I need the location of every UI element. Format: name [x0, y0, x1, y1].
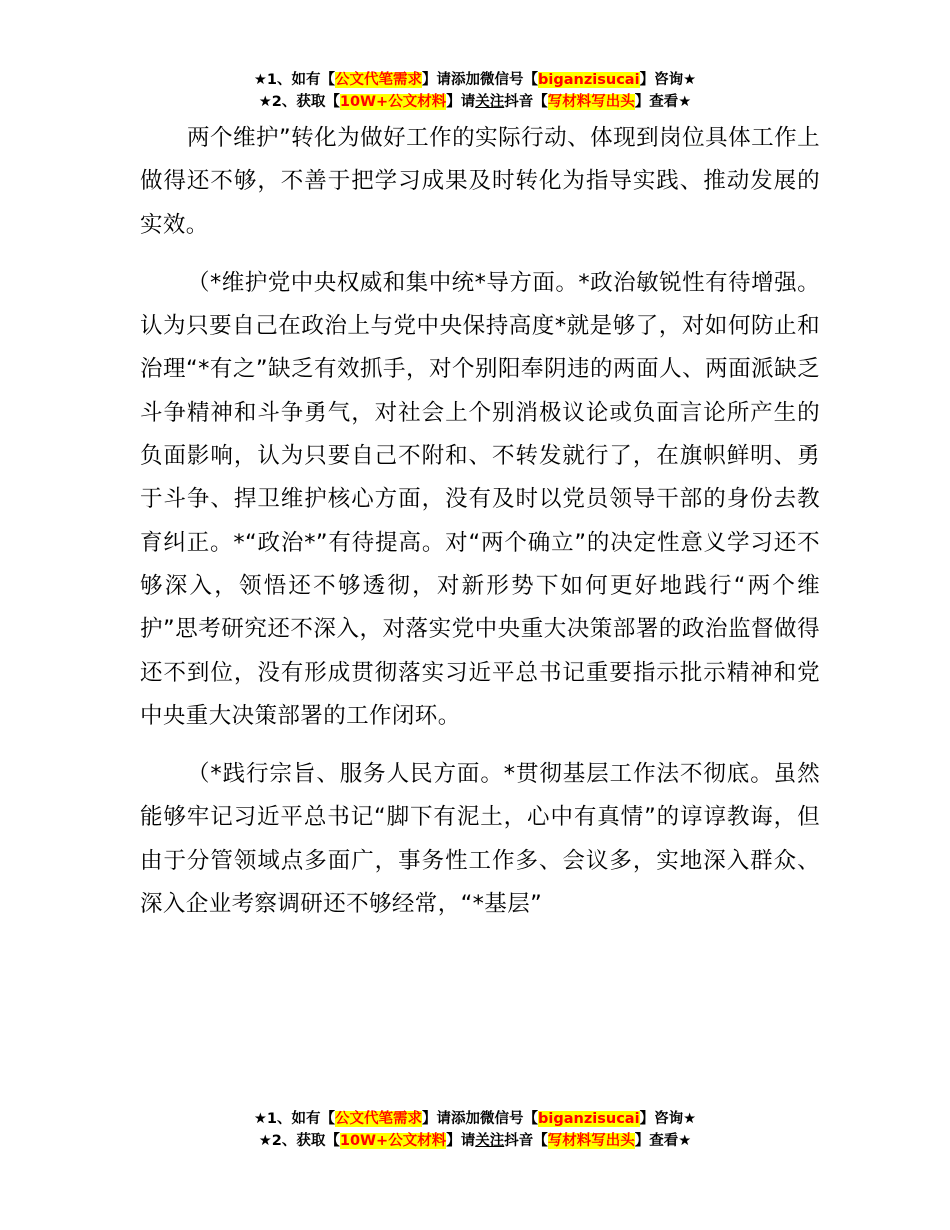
document-body: [140, 117, 820, 941]
banner-text: 微信号【: [480, 72, 539, 88]
banner-text: 抖音【: [504, 1133, 548, 1149]
footer-banner-line-1: [0, 1108, 950, 1130]
banner-highlight: 写材料写出头: [547, 1133, 635, 1149]
header-banner-line-1: [0, 69, 950, 91]
banner-highlight: 写材料写出头: [547, 94, 635, 110]
banner-highlight: 公文代笔需求: [335, 72, 423, 88]
banner-highlight: biganzisucai: [538, 72, 640, 88]
banner-text: 】请: [446, 1133, 476, 1149]
banner-text: 微信号【: [480, 1111, 539, 1127]
banner-text: ★1、如有【: [253, 1111, 336, 1127]
banner-text: 】咨询★: [639, 1111, 697, 1127]
footer-banner: [0, 1108, 950, 1152]
banner-text: 】请: [422, 72, 452, 88]
banner-text: 】咨询★: [639, 72, 697, 88]
banner-text: ★2、获取【: [258, 94, 340, 110]
banner-emphasis: 添加: [451, 72, 481, 88]
banner-highlight: 10W+公文材料: [339, 94, 447, 110]
header-banner-line-2: [0, 91, 950, 113]
banner-emphasis: 关注: [475, 94, 505, 110]
paragraph-3: （*践行宗旨、服务人民方面。*贯彻基层工作法不彻底。虽然能够牢记习近平总书记“脚下有泥土，心中有真情”的谆谆教诲，但由于分管领域点多面广，事务性工作多、会议多，实地深入群众、深入企业考察调研还不够经常，“*基层”: [140, 761, 820, 918]
banner-highlight: 公文代笔需求: [335, 1111, 423, 1127]
paragraph-1: 两个维护”转化为做好工作的实际行动、体现到岗位具体工作上做得还不够，不善于把学习成果及时转化为指导实践、推动发展的实效。: [140, 125, 820, 238]
banner-text: 抖音【: [504, 94, 548, 110]
banner-text: ★1、如有【: [253, 72, 336, 88]
banner-text: 】查看★: [634, 1133, 692, 1149]
header-banner: [0, 69, 950, 113]
banner-emphasis: 添加: [451, 1111, 481, 1127]
paragraph-2: （*维护党中央权威和集中统*导方面。*政治敏锐性有待增强。认为只要自己在政治上与党中央保持高度*就是够了，对如何防止和治理“*有之”缺乏有效抓手，对个别阳奉阴违的两面人、两面派缺乏斗争精神和斗争勇气，对社会上个别消极议论或负面言论所产生的负面影响，认为只要自己不附和、不转发就行了，在旗帜鲜明、勇于斗争、捍卫维护核心方面，没有及时以党员领导干部的身份去教育纠正。*“政治*”有待提高。对“两个确立”的决定性意义学习还不够深入，领悟还不够透彻，对新形势下如何更好地践行“两个维护”思考研究还不深入，对落实党中央重大决策部署的政治监督做得还不到位，没有形成贯彻落实习近平总书记重要指示批示精神和党中央重大决策部署的工作闭环。: [140, 269, 820, 729]
banner-text: 】请: [446, 94, 476, 110]
banner-text: 】请: [422, 1111, 452, 1127]
footer-banner-line-2: [0, 1130, 950, 1152]
banner-emphasis: 关注: [475, 1133, 505, 1149]
banner-text: 】查看★: [634, 94, 692, 110]
banner-highlight: 10W+公文材料: [339, 1133, 447, 1149]
banner-text: ★2、获取【: [258, 1133, 340, 1149]
banner-highlight: biganzisucai: [538, 1111, 640, 1127]
